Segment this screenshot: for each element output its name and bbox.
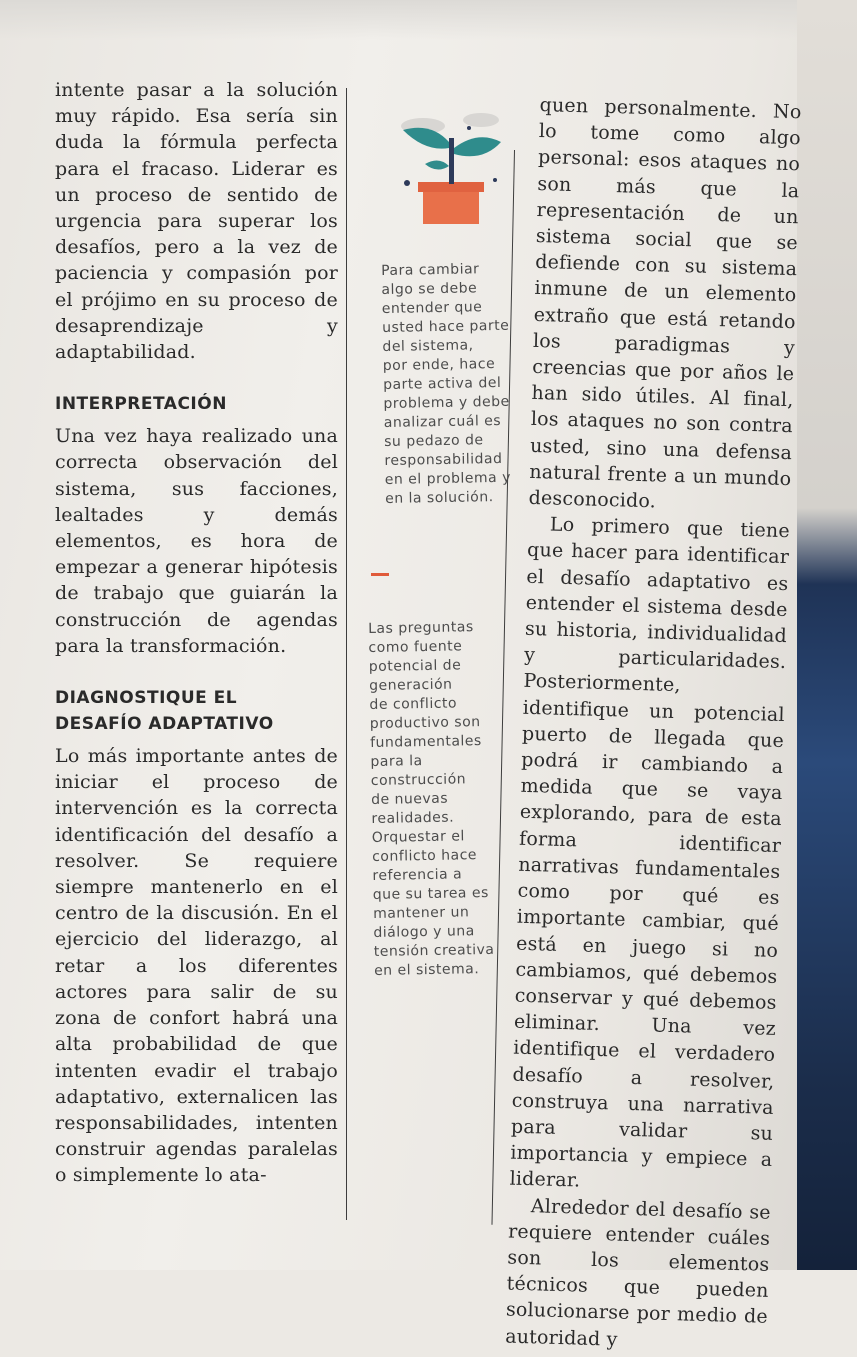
heading-diagnostique-line1: DIAGNOSTIQUE EL xyxy=(55,688,238,709)
page-shadow-top xyxy=(0,0,857,40)
pull-quote-2: Las preguntas como fuente potencial de generación de conflicto productivo son fundamentales para la construcción de nuevas realidades. Orquestar el conflicto hace referencia a que su tarea es mantener un diálogo y una tensión creativa en el sistema. xyxy=(368,619,495,979)
left-paragraph-2: Una vez haya realizado una correcta observación del sistema, sus facciones, lealtades y demás elementos, es hora de empezar a generar hipótesis de trabajo que guiarán la construcción de agendas para la transformación. xyxy=(55,425,338,657)
adjacent-page-edge xyxy=(797,0,857,1270)
potted-plant-icon xyxy=(383,108,523,233)
right-paragraph-2: Lo primero que tiene que hacer para identificar el desafío adaptativo es entender el sistema desde su historia, individualidad y particularidades. Posteriormente, identifique un potencial puerto de llegada que podrá ir cambiando a medida que se vaya explorando, para de esta forma identificar narrativas fundamentales como por qué es importante cambiar, qué está en juego si no cambiamos, qué debemos conservar y qué debemos eliminar. Una vez identifique el verdadero desafío a resolver, construya una narrativa para validar su importancia y empiece a liderar. xyxy=(509,513,791,1192)
left-paragraph-1: intente pasar a la solución muy rápido. Esa sería sin duda la fórmula perfecta para el fracaso. Liderar es un proceso de sentido de urgencia para superar los desafíos, pero a la vez de paciencia y compasión por el prójimo en su proceso de desaprendizaje y adaptabilidad. xyxy=(55,79,338,364)
heading-interpretacion: INTERPRETACIÓN xyxy=(55,394,227,415)
pull-quote-1: Para cambiar algo se debe entender que usted hace parte del sistema, por ende, hace parte activa del problema y debe analizar cuál es su pedazo de responsabilidad en el problema y en la solución. xyxy=(381,261,512,507)
left-column xyxy=(55,77,338,1189)
left-paragraph-3: Lo más importante antes de iniciar el proceso de intervención es la correcta identificación del desafío a resolver. Se requiere siempre mantenerlo en el centro de la discusión. En el ejercicio del liderazgo, al retar a los diferentes actores para salir de su zona de confort habrá una alta probabilidad de que intenten evadir el trabajo adaptativo, externalicen las responsabilidades, intenten construir agendas paralelas o simplemente lo ata- xyxy=(55,745,338,1187)
accent-dash xyxy=(371,573,389,576)
right-paragraph-1: quen personalmente. No lo tome como algo personal: esos ataques no son más que la representación de un sistema social que se defiende con su sistema inmune de un elemento extraño que está retando los paradigmas y creencias que por años le han sido útiles. Al final, los ataques no son contra usted, sino una defensa natural frente a un mundo desconocido. xyxy=(528,93,802,513)
heading-diagnostique-line2: DESAFÍO ADAPTATIVO xyxy=(55,714,274,735)
right-paragraph-3: Alrededor del desafío se requiere entender cuáles son los elementos técnicos que pueden solucionarse por medio de autoridad y xyxy=(504,1194,772,1351)
column-rule-left xyxy=(346,88,347,1220)
right-column xyxy=(505,92,802,1357)
